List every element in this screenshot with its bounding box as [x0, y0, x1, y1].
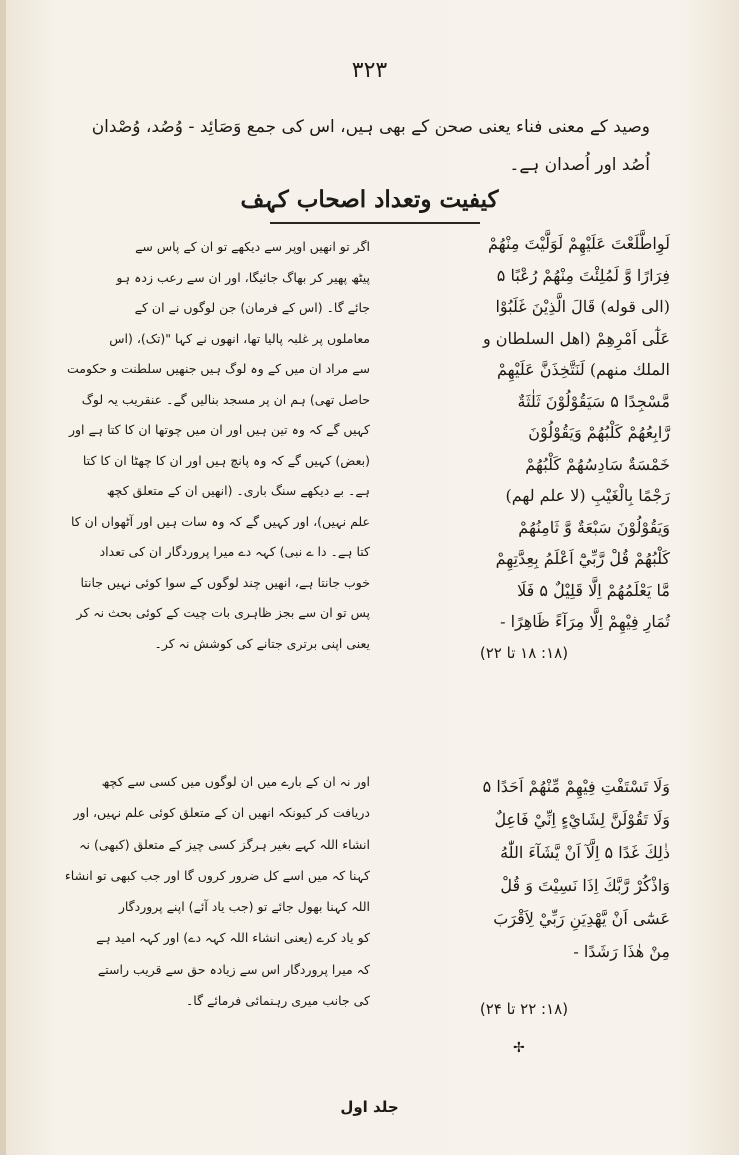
- arabic-verse-line: لَوِاطَّلَعْتَ عَلَيْهِمْ لَوَلَّيْتَ مِنْهُمْ: [488, 234, 670, 253]
- verse-reference-2: (۱۸: ۲۲ تا ۲۴): [479, 1000, 569, 1018]
- arabic-verse-line: تُمَارِ فِيْهِمْ اِلَّا مِرَآءً ظَاهِرًا -: [500, 612, 670, 631]
- arabic-verse-line: رَّابِعُهُمْ كَلْبُهُمْ وَيَقُوْلُوْنَ: [528, 423, 670, 442]
- arabic-verse-line: وَيَقُوْلُوْنَ سَبْعَةٌ وَّ ثَامِنُهُمْ: [518, 517, 670, 537]
- arabic-column: [378, 228, 670, 669]
- volume-footer: جلد اول: [340, 1098, 399, 1116]
- urdu-translation-column-2: [64, 766, 370, 1016]
- intro-paragraph: [90, 108, 650, 184]
- section-title: کیفیت وتعداد اصحاب کہف: [240, 186, 499, 213]
- intro-line: وصید کے معنی فناء یعنی صحن کے بھی ہیں، اس کی جمع وَصَائِد - وُصُد، وُصْدان: [91, 117, 650, 137]
- urdu-line: دریافت کر کیونکہ انھیں ان کے متعلق کوئی علم نہیں، اور: [73, 805, 370, 821]
- urdu-line: (بعض) کہیں گے کہ وہ پانچ ہیں اور ان کا چھٹا ان کا کتا: [82, 452, 370, 468]
- urdu-line: کی جانب میری رہنمائی فرمائے گا۔: [185, 993, 370, 1009]
- arabic-verse-line: خَمْسَةٌ سَادِسُهُمْ كَلْبُهُمْ: [525, 454, 670, 474]
- urdu-line: معاملوں پر غلبہ پالیا تھا، انھوں نے کہا "(تک)، (اس: [109, 330, 370, 346]
- arabic-verse-line: رَجْمًا بِالْغَيْبِ (لا علم لهم): [505, 486, 670, 505]
- arabic-verse-line: مِنْ هٰذَا رَشَدًا -: [573, 942, 670, 961]
- page-binding-edge: [0, 0, 6, 1155]
- urdu-line: ہے۔ بے دیکھے سنگ باری۔ (انھیں ان کے متعلق کچھ: [106, 483, 370, 498]
- arabic-verse-line: كَلْبُهُمْ قُلْ رَّبِّيْٓ اَعْلَمُ بِعِدَّتِهِمْ: [495, 549, 670, 568]
- urdu-line: سے مراد ان میں کے وہ لوگ ہیں جنھیں سلطنت و حکومت: [66, 361, 370, 376]
- urdu-line: کہ میرا پروردگار اس سے زیادہ حق سے قریب راستے: [97, 961, 370, 977]
- urdu-line: علم نہیں)، اور کہیں گے کہ وہ سات ہیں اور آٹھواں ان کا: [70, 513, 370, 529]
- arabic-verse-line: مَّا يَعْلَمُهُمْ اِلَّا قَلِيْلٌ ۵ فَلَا: [517, 580, 670, 600]
- arabic-verse-line: عَلٰٓى اَمْرِهِمْ (اهل السلطان و: [482, 328, 670, 348]
- arabic-verse-line: الملك منهم) لَنَتَّخِذَنَّ عَلَيْهِمْ: [497, 360, 670, 379]
- urdu-line: پیٹھ پھیر کر بھاگ جائیگا، اور ان سے رعب زدہ ہو: [116, 269, 370, 285]
- urdu-line: اگر تو انھیں اوپر سے دیکھے تو ان کے پاس سے: [135, 239, 370, 254]
- arabic-verse-line: وَلَا تَسْتَفْتِ فِيْهِمْ مِّنْهُمْ اَحَدًا ۵: [482, 777, 670, 796]
- urdu-line: کو یاد کرے (یعنی انشاء اللہ کہہ دے) اور کہہ امید ہے: [96, 930, 370, 946]
- urdu-line: کتا ہے۔ دا ے نبی) کہہ دے میرا پروردگار ان کی تعداد: [99, 544, 370, 559]
- arabic-verse-line: مَّسْجِدًا ۵ سَيَقُوْلُوْنَ ثَلٰثَةٌ: [517, 391, 670, 411]
- arabic-verse-line: ذٰلِكَ غَدًا ۵ اِلَّآ اَنْ يَّشَآءَ اللّٰهُ: [500, 843, 670, 862]
- arabic-column-2: [378, 770, 670, 968]
- urdu-line: خوب جانتا ہے، انھیں چند لوگوں کے سوا کوئی نہیں جانتا: [80, 574, 370, 590]
- urdu-translation-column: [66, 232, 370, 659]
- urdu-line: جائے گا۔ (اس کے فرمان) جن لوگوں نے ان کے: [134, 300, 370, 315]
- section-end-ornament-icon: ✢: [513, 1040, 525, 1056]
- verse-reference: (۱۸: ۱۸ تا ۲۲): [479, 643, 569, 662]
- title-underline: [270, 222, 480, 224]
- urdu-line: حاصل تھی) ہم ان پر مسجد بنالیں گے۔ عنقریب یہ لوگ: [81, 391, 370, 407]
- arabic-verse-line: فِرَارًا وَّ لَمُلِئْتَ مِنْهُمْ رُعْبًا ۵: [496, 265, 670, 285]
- urdu-line: اور نہ ان کے بارے میں ان لوگوں میں کسی سے کچھ: [101, 774, 370, 789]
- intro-line: اُصُد اور اُصدان ہے۔: [509, 155, 650, 175]
- arabic-verse-line: عَسٰٓى اَنْ يَّهْدِيَنِ رَبِّيْ لِاَقْرَبَ: [493, 909, 670, 928]
- urdu-line: پس تو ان سے بجز ظاہری بات چیت کے کوئی بحث نہ کر: [76, 605, 370, 620]
- urdu-line: کہیں گے کہ وہ تین ہیں اور ان میں چوتھا ان کا کتا ہے اور: [68, 422, 370, 437]
- arabic-verse-line: وَلَا تَقُوْلَنَّ لِشَايْءٍ اِنِّيْ فَاعِلٌ: [494, 810, 670, 829]
- urdu-line: اللہ کہنا بھول جائے تو (جب یاد آئے) اپنے پروردگار: [118, 899, 370, 915]
- urdu-line: انشاء اللہ کہے بغیر ہرگز کسی چیز کے متعلق (کبھی) نہ: [79, 836, 370, 852]
- urdu-line: کہنا کہ میں اسے کل ضرور کروں گا اور جب کبھی تو انشاء: [64, 867, 370, 883]
- arabic-verse-line: (الى قوله) قَالَ الَّذِيْنَ غَلَبُوْا: [495, 297, 670, 316]
- urdu-line: یعنی اپنی برتری جتانے کی کوشش نہ کر۔: [154, 635, 370, 651]
- arabic-verse-line: وَاذْكُرْ رَّبَّكَ اِذَا نَسِيْتَ وَ قُلْ: [500, 876, 670, 895]
- page-number: ۳۲۳: [351, 58, 388, 83]
